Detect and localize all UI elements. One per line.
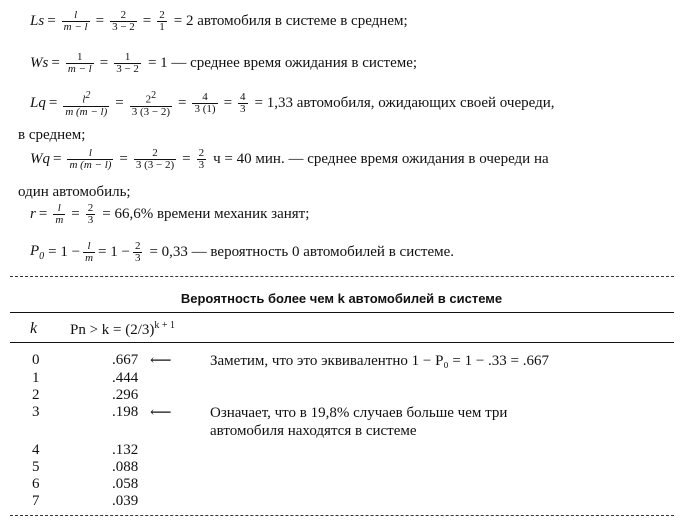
formula-lq: Lq = $\frac{l2}{m (m - l)}$ = $\frac{22}{3 (3 - 2)}$ = $\frac{4}{3 (1)}$ = $\frac{4}{3}$ = 1,33 автомобиля, ожидающих своей очереди, xyxy=(30,90,555,118)
p0-result: = 0,33 — вероятность 0 автомобилей в системе. xyxy=(149,244,455,260)
fraction: $\frac{2}{1}$ xyxy=(159,9,165,33)
fraction: $\frac{2}{3}$ xyxy=(134,240,141,264)
table-row: 4 .132 xyxy=(32,442,139,458)
table-row: 0 .667 xyxy=(32,352,139,368)
column-header-k: k xyxy=(30,320,38,337)
fraction: $\frac{1}{3 - 2}$ xyxy=(116,51,139,75)
table-subheader-rule xyxy=(10,342,674,343)
column-header-probability: $Pn > k = (2/3)^{k + 1}$ xyxy=(70,320,176,338)
table-bottom-rule xyxy=(10,515,674,516)
table-top-rule xyxy=(10,276,674,277)
formula-ls: Ls = $\frac{l}{m - l}$ = $\frac{2}{3 - 2}$ = $\frac{2}{1}$ = 2 автомобиля в системе в среднем; xyxy=(30,9,408,33)
fraction: $\frac{l}{m (m - l)}$ xyxy=(69,147,112,171)
formula-r: r = $\frac{l}{m}$ = $\frac{2}{3}$ = 66,6% времени механик занят; xyxy=(30,202,310,226)
table-row: 6 .058 xyxy=(32,476,139,492)
lq-symbol: Lq xyxy=(30,95,46,112)
formula-p0: $P_0$ = 1 − $\frac{l}{m}$ = 1 − $\frac{2}{3}$ = 0,33 — вероятность 0 автомобилей в системе. xyxy=(30,240,455,264)
table-row: 7 .039 xyxy=(32,493,139,509)
table-row: 2 .296 xyxy=(32,387,139,403)
table-row: 5 .088 xyxy=(32,459,139,475)
table-row: 1 .444 xyxy=(32,370,139,386)
fraction: $\frac{l}{m}$ xyxy=(55,202,64,226)
fraction: $\frac{2}{3 (3 - 2)}$ xyxy=(135,147,175,171)
fraction: $\frac{4}{3}$ xyxy=(240,91,246,116)
fraction: $\frac{l2}{m (m - l)}$ xyxy=(65,90,108,118)
fraction: $\frac{1}{m - l}$ xyxy=(67,51,92,75)
ls-result: = 2 автомобиля в системе в среднем; xyxy=(173,13,408,29)
fraction: $\frac{2}{3}$ xyxy=(198,147,205,171)
table-header-rule xyxy=(10,312,674,313)
lq-result: = 1,33 автомобиля, ожидающих своей очереди, xyxy=(254,95,555,112)
wq-result: ч = 40 мин. — среднее время ожидания в очереди на xyxy=(213,151,549,167)
fraction: $\frac{2}{3 - 2}$ xyxy=(112,9,135,33)
fraction: $\frac{2}{3}$ xyxy=(87,202,94,226)
ws-result: = 1 — среднее время ожидания в системе; xyxy=(147,55,418,71)
table-row: 3 .198 xyxy=(32,404,139,420)
formula-wq: Wq = $\frac{l}{m (m - l)}$ = $\frac{2}{3 (3 - 2)}$ = $\frac{2}{3}$ ч = 40 мин. — среднее время ожидания в очереди на xyxy=(30,147,549,171)
p0-symbol: $P_0$ xyxy=(30,243,45,262)
ws-symbol: Ws xyxy=(30,55,49,71)
ls-symbol: Ls xyxy=(30,13,45,29)
arrow-left-icon: ⟵ xyxy=(150,353,172,369)
table-title: Вероятность более чем k автомобилей в системе xyxy=(180,291,503,306)
fraction: $\frac{4}{3 (1)}$ xyxy=(194,91,216,116)
arrow-left-icon: ⟵ xyxy=(150,405,172,421)
wq-continuation: один автомобиль; xyxy=(18,184,131,200)
r-symbol: r xyxy=(30,206,36,222)
formula-ws: Ws = $\frac{1}{m - l}$ = $\frac{1}{3 - 2}$ = 1 — среднее время ожидания в системе; xyxy=(30,51,418,75)
fraction: $\frac{l}{m - l}$ xyxy=(63,9,88,33)
wq-symbol: Wq xyxy=(30,151,50,167)
r-result: = 66,6% времени механик занят; xyxy=(102,206,310,222)
note-row-3: Означает, что в 19,8% случаев больше чем три автомобиля находятся в системе xyxy=(210,405,508,439)
fraction: $\frac{22}{3 (3 - 2)}$ xyxy=(131,90,171,118)
note-row-0: Заметим, что это эквивалентно 1 − P₀ = 1 − .33 = .667 xyxy=(210,353,550,369)
fraction: $\frac{l}{m}$ xyxy=(85,240,94,264)
lq-continuation: в среднем; xyxy=(18,127,86,143)
